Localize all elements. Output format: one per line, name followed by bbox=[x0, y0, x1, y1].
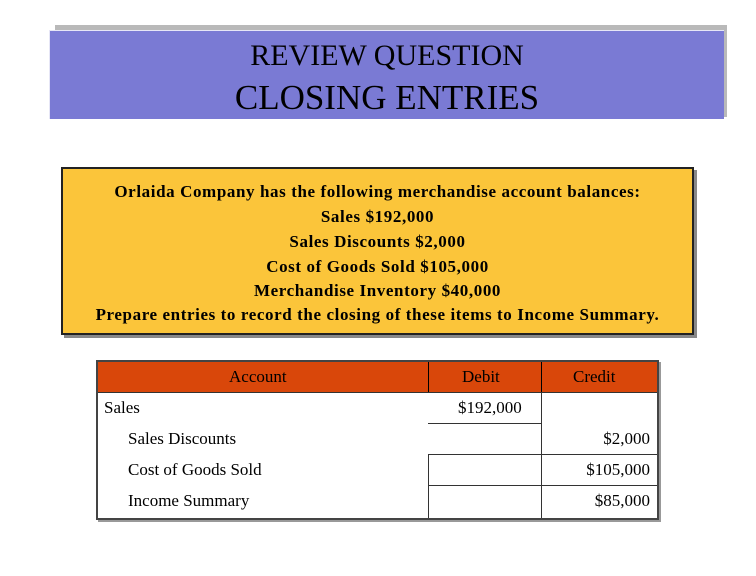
column-divider-credit-left bbox=[541, 392, 542, 518]
row-divider-1 bbox=[428, 423, 541, 424]
question-line-intro: Orlaida Company has the following merchandise account balances: bbox=[114, 182, 641, 201]
journal-table bbox=[96, 360, 659, 520]
header-debit: Debit bbox=[462, 367, 500, 386]
question-line-sales-discounts: Sales Discounts $2,000 bbox=[289, 232, 466, 251]
header-divider-credit bbox=[541, 362, 542, 392]
row-4-account: Income Summary bbox=[128, 491, 250, 510]
question-box bbox=[61, 167, 694, 335]
row-2-credit: $2,000 bbox=[603, 429, 650, 448]
row-3-account: Cost of Goods Sold bbox=[128, 460, 262, 479]
row-2-account: Sales Discounts bbox=[128, 429, 237, 448]
row-1-account: Sales bbox=[104, 398, 140, 417]
header-account: Account bbox=[229, 367, 287, 386]
row-divider-2 bbox=[428, 454, 657, 455]
question-line-inventory: Merchandise Inventory $40,000 bbox=[253, 281, 502, 300]
title-banner bbox=[49, 30, 724, 119]
title-line-1: REVIEW QUESTION bbox=[250, 39, 524, 72]
question-line-instructions: Prepare entries to record the closing of these items to Income Summary. bbox=[95, 305, 660, 324]
header-bottom-divider bbox=[98, 392, 657, 393]
header-credit: Credit bbox=[573, 367, 616, 386]
row-divider-3 bbox=[428, 485, 657, 486]
row-3-credit: $105,000 bbox=[586, 460, 650, 479]
row-4-credit: $85,000 bbox=[594, 491, 650, 510]
question-line-sales: Sales $192,000 bbox=[320, 207, 435, 226]
title-line-2: CLOSING ENTRIES bbox=[234, 78, 540, 117]
question-line-cogs: Cost of Goods Sold $105,000 bbox=[266, 257, 489, 276]
header-divider-debit bbox=[428, 362, 429, 392]
row-1-debit: $192,000 bbox=[458, 398, 522, 417]
column-divider-debit-left bbox=[428, 454, 429, 518]
